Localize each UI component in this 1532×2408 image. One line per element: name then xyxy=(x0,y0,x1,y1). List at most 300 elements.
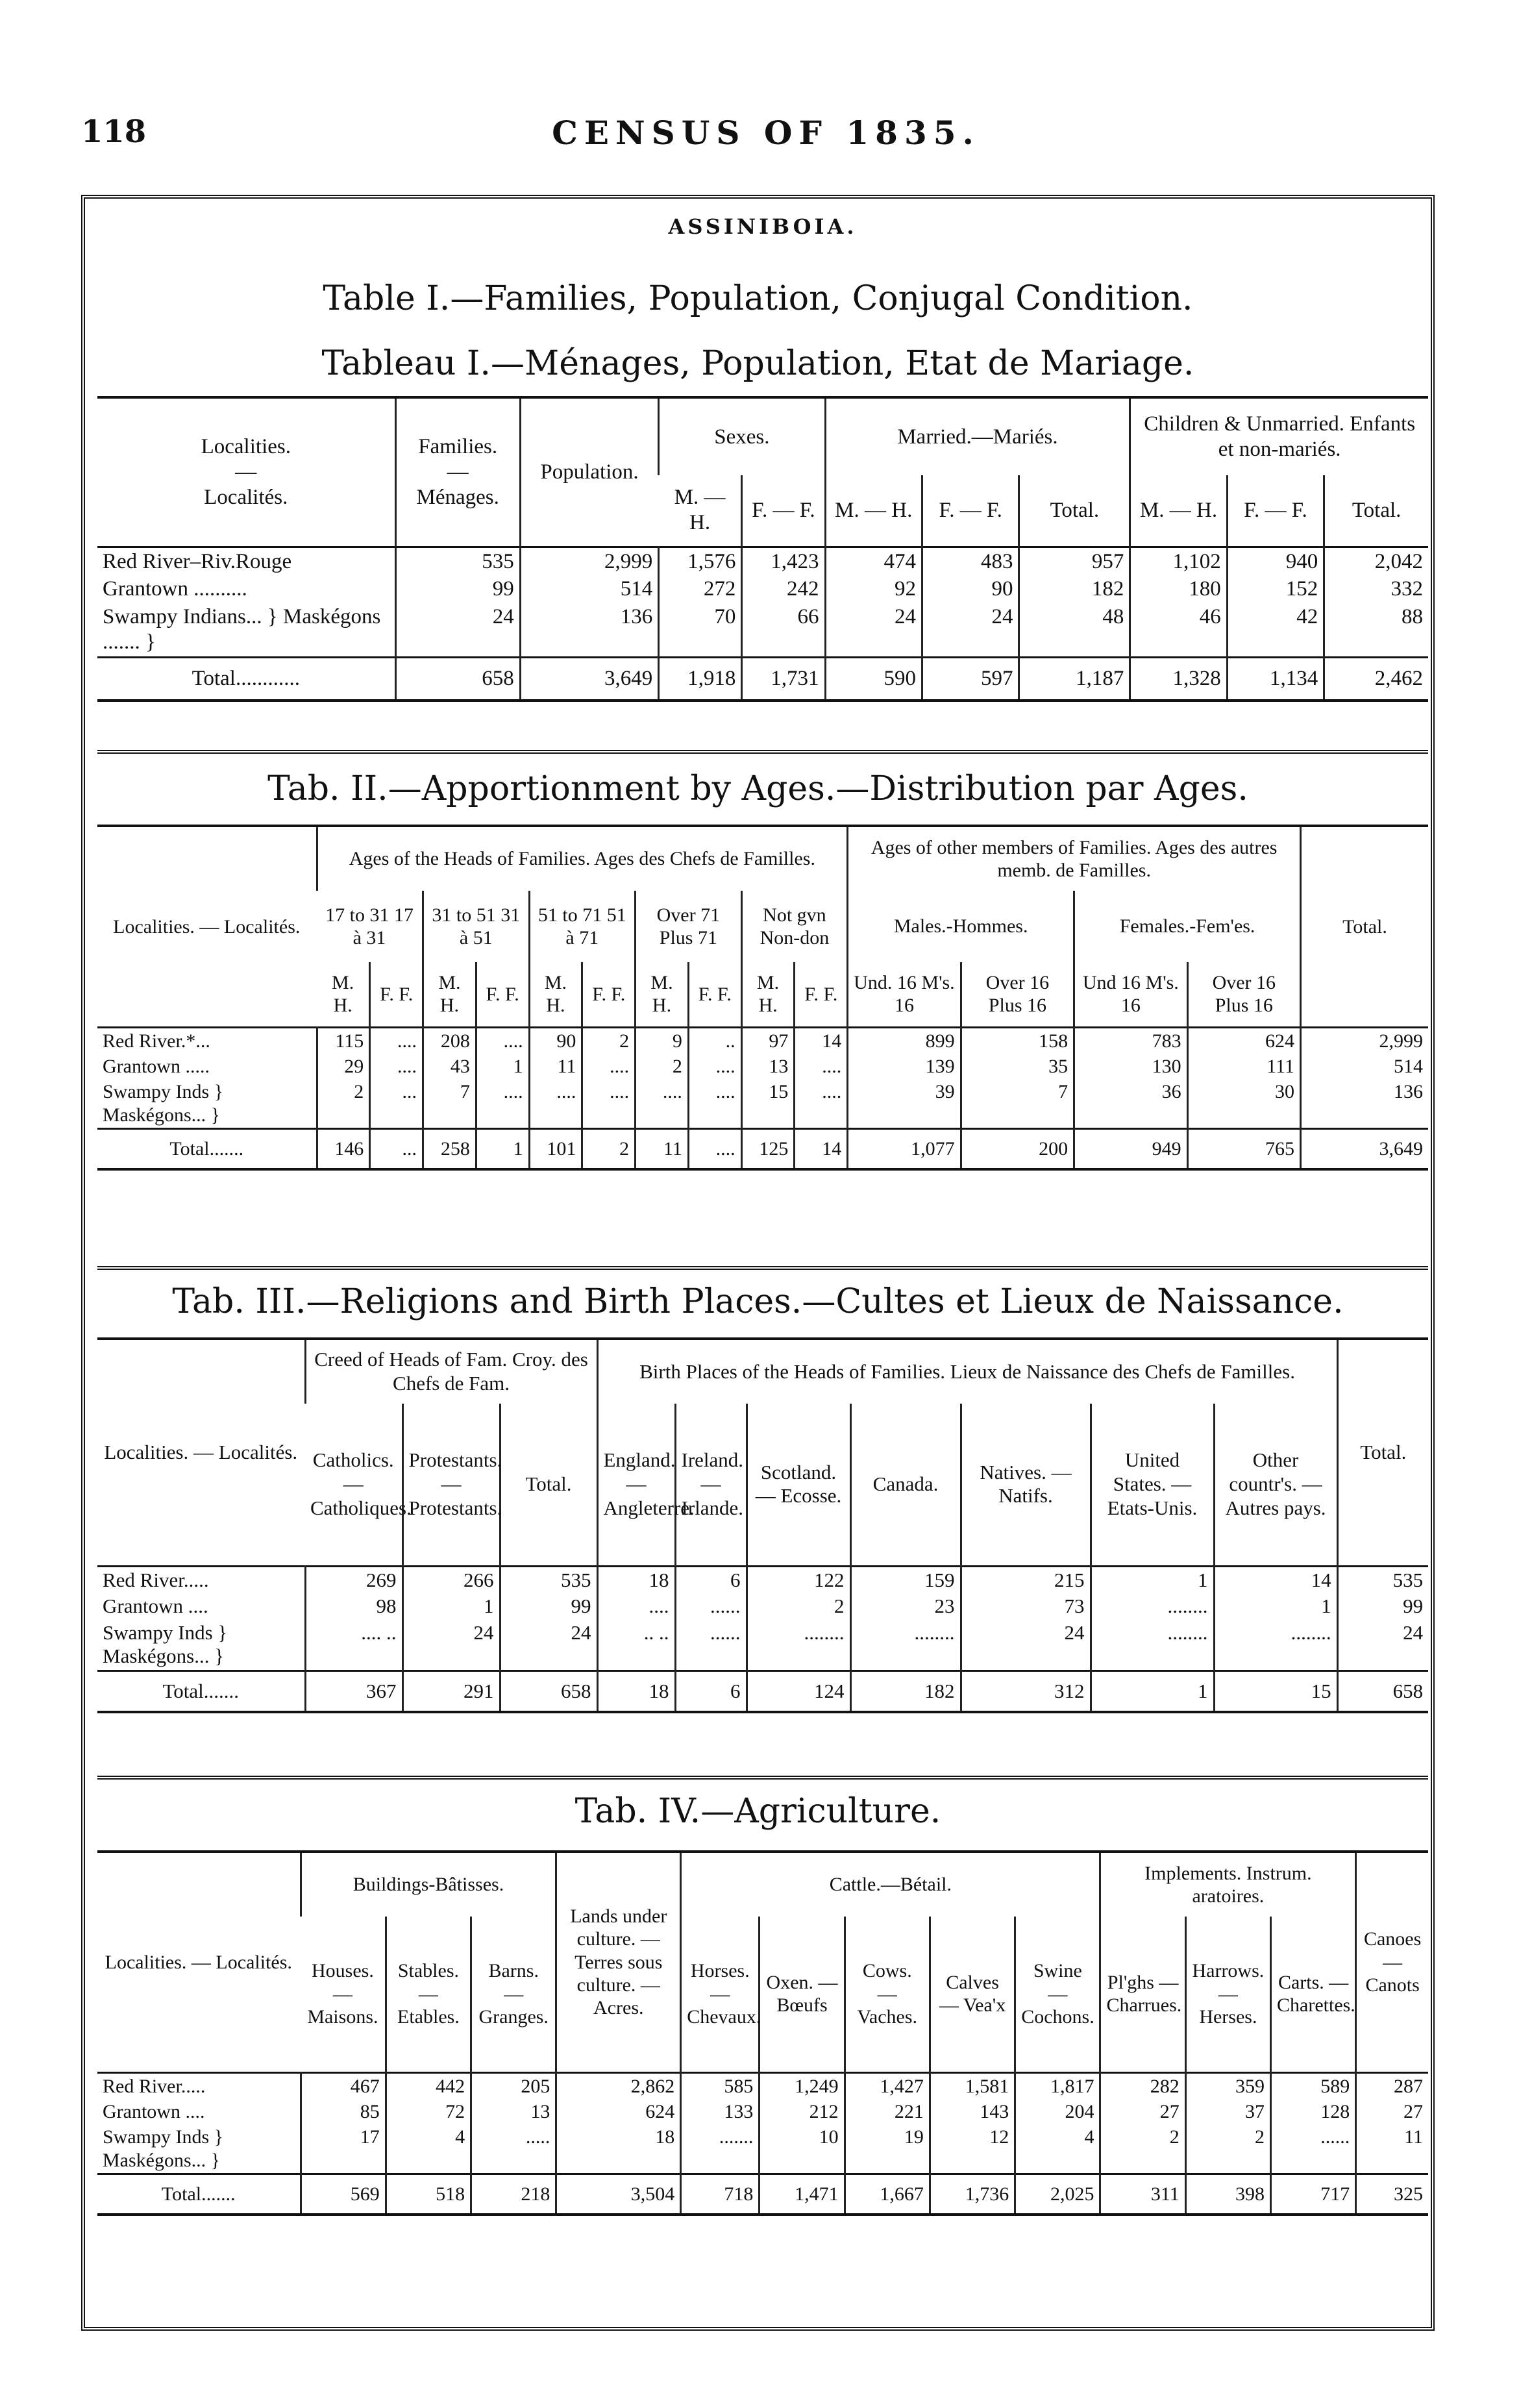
table-cell: .... xyxy=(688,1054,741,1079)
table-cell: 269 xyxy=(305,1566,402,1593)
table-cell: 11 xyxy=(529,1054,582,1079)
table-cell: 1,249 xyxy=(760,2072,845,2099)
t3-h-us: United States. — Etats-Unis. xyxy=(1091,1404,1214,1566)
t4-h-houses: Houses. — Maisons. xyxy=(307,1960,378,2028)
t2-h-others: Ages of other members of Families. Ages des autres memb. de Familles. xyxy=(848,826,1301,891)
t4-h-lands: Lands under culture. — Terres sous culture. — Acres. xyxy=(556,1852,681,2072)
t4-h-swine: Swine — Cochons. xyxy=(1015,1917,1100,2072)
t4-h-implements: Implements. Instrum. aratoires. xyxy=(1100,1852,1356,1917)
table-cell: 99 xyxy=(395,575,520,603)
table-cell: 90 xyxy=(922,575,1019,603)
table-cell: ....... xyxy=(681,2124,760,2174)
total-cell: 717 xyxy=(1271,2174,1356,2215)
t1-h-ch-f: F. — F. xyxy=(1227,475,1324,547)
table-row xyxy=(97,1079,1428,1128)
table-cell: 1 xyxy=(1214,1593,1337,1620)
total-cell: 597 xyxy=(922,658,1019,701)
region-title: ASSINIBOIA. xyxy=(668,214,858,239)
table-cell: 130 xyxy=(1074,1054,1187,1079)
table-cell: ........ xyxy=(850,1620,961,1671)
table-cell: ...... xyxy=(1271,2124,1356,2174)
total-cell: 11 xyxy=(636,1129,689,1170)
t1-h-married: Married.—Mariés. xyxy=(825,397,1130,475)
table-cell: 1 xyxy=(1091,1566,1214,1593)
table-cell: 467 xyxy=(301,2072,386,2099)
total-cell: 658 xyxy=(1337,1670,1428,1712)
table-cell: 70 xyxy=(659,603,742,657)
total-cell: 1,328 xyxy=(1130,658,1227,701)
t1-h-population: Population. xyxy=(520,397,659,547)
table-cell: 122 xyxy=(747,1566,850,1593)
table-cell: 442 xyxy=(386,2072,471,2099)
total-cell: 2,462 xyxy=(1324,658,1428,701)
table-cell: 4 xyxy=(386,2124,471,2174)
table-cell: 35 xyxy=(961,1054,1074,1079)
table-cell: 624 xyxy=(556,2099,681,2124)
table-cell: 940 xyxy=(1227,547,1324,575)
total-cell: 1 xyxy=(476,1129,529,1170)
table-cell: ...... xyxy=(675,1620,747,1671)
t2-h-over16f: Over 16 Plus 16 xyxy=(1187,962,1300,1027)
table-cell: .... xyxy=(795,1054,848,1079)
t2-loc: Swampy Inds } Maskégons... } xyxy=(103,1081,224,1126)
t2-total-label: Total....... xyxy=(97,1129,317,1170)
total-cell: 1,918 xyxy=(659,658,742,701)
table-cell: 24 xyxy=(961,1620,1091,1671)
table-row xyxy=(97,1620,1428,1671)
table-cell: 24 xyxy=(395,603,520,657)
t3-loc: Red River..... xyxy=(103,1568,209,1591)
table-cell: 42 xyxy=(1227,603,1324,657)
table-cell: 37 xyxy=(1185,2099,1270,2124)
t1-h-mar-total: Total. xyxy=(1019,475,1130,547)
t2-h-f: F. F. xyxy=(688,962,741,1027)
table-cell: 2,999 xyxy=(520,547,659,575)
t4-total-label: Total....... xyxy=(97,2174,301,2215)
table-cell: 474 xyxy=(825,547,922,575)
table-cell: 182 xyxy=(1019,575,1130,603)
table-cell: 624 xyxy=(1187,1027,1300,1054)
table-cell: 19 xyxy=(845,2124,930,2174)
table-cell: 27 xyxy=(1100,2099,1185,2124)
t2-loc: Grantown ..... xyxy=(103,1055,210,1077)
table-cell: 9 xyxy=(636,1027,689,1054)
t3-h-protestants: Protestants. — Protestants. xyxy=(402,1404,500,1566)
t4-body xyxy=(97,2072,1428,2215)
total-cell: 291 xyxy=(402,1670,500,1712)
total-cell: 569 xyxy=(301,2174,386,2215)
table-cell: 46 xyxy=(1130,603,1227,657)
table-cell: 12 xyxy=(930,2124,1015,2174)
table-cell: ........ xyxy=(1091,1593,1214,1620)
table4-title: Tab. IV.—Agriculture. xyxy=(574,1792,941,1831)
total-cell: 1,731 xyxy=(742,658,825,701)
table3 xyxy=(97,1337,1428,1713)
t4-h-carts: Carts. — Charettes. xyxy=(1271,1917,1356,2072)
table-cell: 957 xyxy=(1019,547,1130,575)
t4-h-barns: Barns. — Granges. xyxy=(471,1917,556,2072)
total-cell: 124 xyxy=(747,1670,850,1712)
t2-h-total: Total. xyxy=(1301,826,1428,1027)
total-cell: 518 xyxy=(386,2174,471,2215)
table-cell: 2 xyxy=(317,1079,370,1128)
table-cell: 2 xyxy=(747,1593,850,1620)
t1-body xyxy=(97,547,1428,701)
table-cell: 1,817 xyxy=(1015,2072,1100,2099)
table-cell: 266 xyxy=(402,1566,500,1593)
table-cell: 88 xyxy=(1324,603,1428,657)
table-row xyxy=(97,2072,1428,2099)
table-cell: 152 xyxy=(1227,575,1324,603)
t4-h-harrows: Harrows. — Herses. xyxy=(1185,1917,1270,2072)
table-cell: 29 xyxy=(317,1054,370,1079)
table-cell: 6 xyxy=(675,1566,747,1593)
t4-h-ploughs: Pl'ghs — Charrues. xyxy=(1100,1917,1185,2072)
table4 xyxy=(97,1850,1428,2216)
table-cell: ... xyxy=(370,1079,423,1128)
table-cell: 2 xyxy=(1100,2124,1185,2174)
t2-h-females: Females.-Fem'es. xyxy=(1074,891,1301,962)
table-cell: 589 xyxy=(1271,2072,1356,2099)
t1-loc: Grantown .......... xyxy=(103,577,247,601)
t3-h-england: England. — Angleterre. xyxy=(597,1404,675,1566)
total-cell: 1 xyxy=(1091,1670,1214,1712)
table-cell: .... xyxy=(529,1079,582,1128)
table-cell: 1 xyxy=(402,1593,500,1620)
t3-h-catholics: Catholics. — Catholiques. xyxy=(310,1448,412,1519)
table-cell: 282 xyxy=(1100,2072,1185,2099)
table-row xyxy=(97,547,1428,575)
t2-h-m: M. H. xyxy=(636,962,689,1027)
table-cell: 514 xyxy=(520,575,659,603)
total-cell: 311 xyxy=(1100,2174,1185,2215)
total-cell: 218 xyxy=(471,2174,556,2215)
t3-h-localities: Localities. — Localités. xyxy=(104,1440,298,1463)
table-cell: 242 xyxy=(742,575,825,603)
t2-h-range: Over 71 Plus 71 xyxy=(636,891,742,962)
table-cell: 10 xyxy=(760,2124,845,2174)
table-cell: 1,576 xyxy=(659,547,742,575)
total-cell: 658 xyxy=(500,1670,597,1712)
table-cell: 899 xyxy=(848,1027,961,1054)
table-cell: 92 xyxy=(825,575,922,603)
page-number: 118 xyxy=(81,114,147,150)
t1-h-localities: Localities. — Localités. xyxy=(201,434,291,509)
table-cell: 359 xyxy=(1185,2072,1270,2099)
t4-loc: Grantown .... xyxy=(103,2100,205,2122)
t2-h-m: M. H. xyxy=(529,962,582,1027)
t1-h-families: Families. — Ménages. xyxy=(395,397,520,547)
t4-h-cattle: Cattle.—Bétail. xyxy=(681,1852,1100,1917)
total-cell: 15 xyxy=(1214,1670,1337,1712)
total-cell: 2,025 xyxy=(1015,2174,1100,2215)
t4-h-localities: Localities. — Localités. xyxy=(105,1951,292,1973)
table-cell: 4 xyxy=(1015,2124,1100,2174)
t4-h-cows: Cows. — Vaches. xyxy=(845,1917,930,2072)
page-header xyxy=(0,114,1532,166)
table-cell: 1,581 xyxy=(930,2072,1015,2099)
table-cell: .... .. xyxy=(305,1620,402,1671)
table-cell: 2,999 xyxy=(1301,1027,1428,1054)
table-cell: 483 xyxy=(922,547,1019,575)
table-cell: 97 xyxy=(741,1027,795,1054)
table-cell: 133 xyxy=(681,2099,760,2124)
table-cell: 139 xyxy=(848,1054,961,1079)
table-cell: 535 xyxy=(500,1566,597,1593)
table-cell: 111 xyxy=(1187,1054,1300,1079)
table-row xyxy=(97,1027,1428,1054)
total-row xyxy=(97,2174,1428,2215)
table-cell: 7 xyxy=(961,1079,1074,1128)
total-cell: 146 xyxy=(317,1129,370,1170)
table-cell: 535 xyxy=(1337,1566,1428,1593)
table-cell: .... xyxy=(582,1079,636,1128)
t3-h-birth: Birth Places of the Heads of Families. Lieux de Naissance des Chefs de Familles. xyxy=(597,1339,1337,1404)
table-cell: 7 xyxy=(423,1079,476,1128)
t4-h-stables: Stables. — Etables. xyxy=(386,1917,471,2072)
t2-h-range: Not gvn Non-don xyxy=(741,891,848,962)
t2-h-f: F. F. xyxy=(370,962,423,1027)
t3-loc: Swampy Inds } Maskégons... } xyxy=(103,1620,228,1668)
table-cell: .... xyxy=(795,1079,848,1128)
table-cell: 48 xyxy=(1019,603,1130,657)
table-cell: 204 xyxy=(1015,2099,1100,2124)
table-cell: 85 xyxy=(301,2099,386,2124)
table-cell: 215 xyxy=(961,1566,1091,1593)
table-cell: 2 xyxy=(636,1054,689,1079)
table-cell: 159 xyxy=(850,1566,961,1593)
t2-h-localities: Localities. — Localités. xyxy=(113,915,301,937)
t3-h-creed: Creed of Heads of Fam. Croy. des Chefs de Fam. xyxy=(305,1339,597,1404)
table-cell: 136 xyxy=(520,603,659,657)
separator xyxy=(97,1776,1428,1780)
t3-h-ireland: Ireland. — Irlande. xyxy=(675,1404,747,1566)
table-cell: .. xyxy=(688,1027,741,1054)
t1-h-ch-m: M. — H. xyxy=(1130,475,1227,547)
total-cell: 18 xyxy=(597,1670,675,1712)
table-row xyxy=(97,575,1428,603)
table-cell: 73 xyxy=(961,1593,1091,1620)
t3-h-total: Total. xyxy=(1337,1339,1428,1566)
total-cell: 765 xyxy=(1187,1129,1300,1170)
t4-h-buildings: Buildings-Bâtisses. xyxy=(301,1852,556,1917)
total-cell: 258 xyxy=(423,1129,476,1170)
table3-title: Tab. III.—Religions and Birth Places.—Cultes et Lieux de Naissance. xyxy=(172,1282,1344,1321)
table-cell: 2 xyxy=(1185,2124,1270,2174)
table-row xyxy=(97,603,1428,657)
total-cell: 398 xyxy=(1185,2174,1270,2215)
t3-total-label: Total....... xyxy=(97,1670,305,1712)
table-row xyxy=(97,1054,1428,1079)
table-cell: ........ xyxy=(1214,1620,1337,1671)
table-cell: 98 xyxy=(305,1593,402,1620)
table-cell: 585 xyxy=(681,2072,760,2099)
t4-loc: Red River..... xyxy=(103,2075,206,2097)
table-cell: .... xyxy=(636,1079,689,1128)
total-cell: 101 xyxy=(529,1129,582,1170)
t2-body xyxy=(97,1027,1428,1169)
t2-h-range: 51 to 71 51 à 71 xyxy=(529,891,636,962)
t2-h-males: Males.-Hommes. xyxy=(848,891,1074,962)
table-cell: .... xyxy=(476,1079,529,1128)
t1-h-mar-m: M. — H. xyxy=(825,475,922,547)
total-cell: 3,649 xyxy=(520,658,659,701)
total-cell: 590 xyxy=(825,658,922,701)
t2-h-range: 31 to 51 31 à 51 xyxy=(423,891,530,962)
t4-h-oxen: Oxen. — Bœufs xyxy=(760,1917,845,2072)
total-cell: 200 xyxy=(961,1129,1074,1170)
total-cell: 1,187 xyxy=(1019,658,1130,701)
table-cell: 24 xyxy=(500,1620,597,1671)
total-cell: 6 xyxy=(675,1670,747,1712)
table-cell: 13 xyxy=(741,1054,795,1079)
table-cell: 14 xyxy=(1214,1566,1337,1593)
t3-body xyxy=(97,1566,1428,1712)
table-cell: 287 xyxy=(1356,2072,1428,2099)
table-cell: 27 xyxy=(1356,2099,1428,2124)
table-cell: 2,042 xyxy=(1324,547,1428,575)
table1 xyxy=(97,396,1428,702)
t2-h-m: M. H. xyxy=(332,971,354,1017)
table-cell: 23 xyxy=(850,1593,961,1620)
t3-h-scotland: Scotland. — Ecosse. xyxy=(747,1404,850,1566)
t1-loc: Red River–Riv.Rouge xyxy=(103,549,292,573)
t1-loc: Swampy Indians... } Maskégons ....... } xyxy=(103,605,381,654)
table-cell: 39 xyxy=(848,1079,961,1128)
table-cell: 158 xyxy=(961,1027,1074,1054)
table2-title: Tab. II.—Apportionment by Ages.—Distribution par Ages. xyxy=(267,769,1248,808)
t1-h-ch-total: Total. xyxy=(1324,475,1428,547)
total-cell: 325 xyxy=(1356,2174,1428,2215)
table-cell: .... xyxy=(582,1054,636,1079)
total-cell: 949 xyxy=(1074,1129,1187,1170)
t2-h-f: F. F. xyxy=(795,962,848,1027)
table-cell: 24 xyxy=(825,603,922,657)
t1-h-sex-m: M. — H. xyxy=(674,486,726,535)
table-cell: 24 xyxy=(922,603,1019,657)
table-cell: 24 xyxy=(402,1620,500,1671)
total-cell: 125 xyxy=(741,1129,795,1170)
total-cell: 3,504 xyxy=(556,2174,681,2215)
total-cell: 14 xyxy=(795,1129,848,1170)
table-cell: .. .. xyxy=(597,1620,675,1671)
table-cell: 11 xyxy=(1356,2124,1428,2174)
t3-loc: Grantown .... xyxy=(103,1595,208,1618)
t2-h-und16m: Und. 16 M's. 16 xyxy=(848,962,961,1027)
table-cell: 30 xyxy=(1187,1079,1300,1128)
t2-h-heads: Ages of the Heads of Families. Ages des Chefs de Familles. xyxy=(317,826,848,891)
t2-h-over16m: Over 16 Plus 16 xyxy=(961,962,1074,1027)
t1-total-label: Total............ xyxy=(97,658,395,701)
total-cell: 1,471 xyxy=(760,2174,845,2215)
t4-h-canoes: Canoes — Canots xyxy=(1356,1852,1428,2072)
table-row xyxy=(97,2099,1428,2124)
t4-h-horses: Horses. — Chevaux. xyxy=(681,1917,760,2072)
table-cell: 208 xyxy=(423,1027,476,1054)
table-cell: 332 xyxy=(1324,575,1428,603)
total-cell: 3,649 xyxy=(1301,1129,1428,1170)
total-cell: 1,134 xyxy=(1227,658,1324,701)
t1-h-mar-f: F. — F. xyxy=(922,475,1019,547)
t1-h-sex-f: F. — F. xyxy=(742,475,825,547)
table-cell: 43 xyxy=(423,1054,476,1079)
table-row xyxy=(97,1593,1428,1620)
t1-h-children: Children & Unmarried. Enfants et non-mariés. xyxy=(1130,397,1428,475)
table-cell: 115 xyxy=(317,1027,370,1054)
table-cell: 128 xyxy=(1271,2099,1356,2124)
t3-h-creed-total: Total. xyxy=(500,1404,597,1566)
total-cell: 1,667 xyxy=(845,2174,930,2215)
separator xyxy=(97,1266,1428,1270)
t2-h-f: F. F. xyxy=(582,962,636,1027)
total-cell: 658 xyxy=(395,658,520,701)
table-cell: 14 xyxy=(795,1027,848,1054)
total-cell: 2 xyxy=(582,1129,636,1170)
table-row xyxy=(97,2124,1428,2174)
table1-title-en: Table I.—Families, Population, Conjugal Condition. xyxy=(323,279,1193,318)
table-cell: 180 xyxy=(1130,575,1227,603)
page-title: CENSUS OF 1835. xyxy=(552,114,980,152)
table-cell: 205 xyxy=(471,2072,556,2099)
total-row xyxy=(97,658,1428,701)
t3-h-natives: Natives. — Natifs. xyxy=(961,1404,1091,1566)
total-cell: .... xyxy=(688,1129,741,1170)
table-cell: ........ xyxy=(747,1620,850,1671)
table-cell: 1 xyxy=(476,1054,529,1079)
total-row xyxy=(97,1670,1428,1712)
table-cell: 514 xyxy=(1301,1054,1428,1079)
t2-h-f: F. F. xyxy=(476,962,529,1027)
table-cell: 99 xyxy=(500,1593,597,1620)
table-cell: 535 xyxy=(395,547,520,575)
table-cell: .... xyxy=(597,1593,675,1620)
table-cell: ..... xyxy=(471,2124,556,2174)
table-cell: 221 xyxy=(845,2099,930,2124)
table-cell: 212 xyxy=(760,2099,845,2124)
table-cell: 99 xyxy=(1337,1593,1428,1620)
total-cell: ... xyxy=(370,1129,423,1170)
table-cell: 36 xyxy=(1074,1079,1187,1128)
t2-h-und16f: Und 16 M's. 16 xyxy=(1074,962,1187,1027)
t2-loc: Red River.*... xyxy=(103,1030,210,1052)
table-cell: ...... xyxy=(675,1593,747,1620)
t2-h-m: M. H. xyxy=(423,962,476,1027)
table-cell: 24 xyxy=(1337,1620,1428,1671)
table-cell: 1,427 xyxy=(845,2072,930,2099)
t2-h-m: M. H. xyxy=(741,962,795,1027)
table-cell: 143 xyxy=(930,2099,1015,2124)
table-cell: 2,862 xyxy=(556,2072,681,2099)
table-cell: 1,102 xyxy=(1130,547,1227,575)
table-cell: 66 xyxy=(742,603,825,657)
total-cell: 312 xyxy=(961,1670,1091,1712)
table-cell: 272 xyxy=(659,575,742,603)
t3-h-canada: Canada. xyxy=(850,1404,961,1566)
table-cell: .... xyxy=(688,1079,741,1128)
t4-h-calves: Calves — Vea'x xyxy=(930,1917,1015,2072)
table-cell: 783 xyxy=(1074,1027,1187,1054)
table1-title-fr: Tableau I.—Ménages, Population, Etat de Mariage. xyxy=(321,344,1194,383)
t2-h-range: 17 to 31 17 à 31 xyxy=(325,904,414,949)
table-cell: 90 xyxy=(529,1027,582,1054)
table-cell: .... xyxy=(370,1054,423,1079)
table2 xyxy=(97,825,1428,1171)
table-cell: 17 xyxy=(301,2124,386,2174)
table-cell: 15 xyxy=(741,1079,795,1128)
total-cell: 1,736 xyxy=(930,2174,1015,2215)
t1-h-sexes: Sexes. xyxy=(659,397,825,475)
table-cell: 18 xyxy=(556,2124,681,2174)
